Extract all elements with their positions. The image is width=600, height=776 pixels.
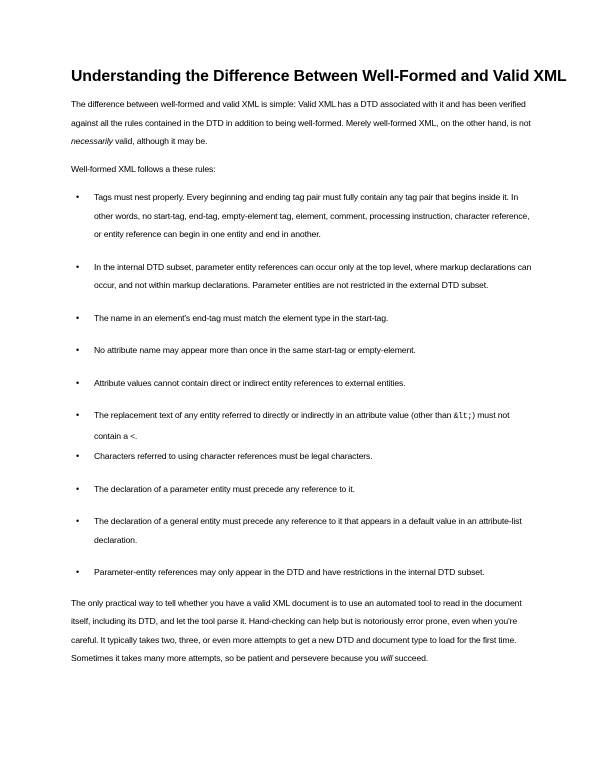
bullet-icon: • [76,345,80,355]
closing-emphasis: will [380,653,393,663]
list-item [71,374,533,393]
bullet-icon: • [76,516,80,526]
rules-list [71,188,533,582]
rule-text: No attribute name may appear more than once in the same start-tag or empty-element. [94,345,416,355]
bullet-icon: • [76,261,80,272]
list-item [71,480,533,499]
intro-emphasis: necessarily [71,136,113,146]
rule-text: Characters referred to using character references must be legal characters. [94,451,373,461]
rule-text: Parameter-entity references may only appear in the DTD and have restrictions in the internal DTD subset. [94,567,485,577]
bullet-icon: • [76,377,80,388]
rules-intro-paragraph: Well-formed XML follows a these rules: [71,163,216,174]
document-title: Understanding the Difference Between Well-Formed and Valid XML [71,68,567,85]
bullet-icon: • [76,312,80,323]
closing-paragraph [71,594,533,668]
intro-text-start: The difference between well-formed and valid XML is simple: Valid XML has a DTD associated with it and has been verified against all the rules contained in the DTD in addition to being well-formed. Merely well-formed XML, on the other hand, is not [71,99,531,128]
code-entity-lt: &lt; [453,412,473,421]
intro-paragraph [71,95,533,151]
rule-text: In the internal DTD subset, parameter entity references can occur only at the top level, where markup declarations can occur, and not within markup declarations. Parameter entities are not restricted in the external DTD subset. [94,261,532,290]
rule-text: Attribute values cannot contain direct or indirect entity references to external entities. [94,377,406,388]
closing-text-start: The only practical way to tell whether you have a valid XML document is to use an automated tool to read in the document itself, including its DTD, and let the tool parse it. Hand-checking can help but is notoriously error prone, even when you're careful. It typically takes two, three, or even more attempts to get a new DTD and document type to load for the first time. Sometimes it takes many more attempts, so be patient and persevere because you [71,597,522,663]
rule-text-middle: ) must not contain a [94,410,510,441]
rule-text: The declaration of a parameter entity must precede any reference to it. [94,483,355,494]
bullet-icon: • [76,410,80,420]
bullet-icon: • [76,451,80,461]
rule-text: The declaration of a general entity must precede any reference to it that appears in a default value in an attribute-list declaration. [94,516,522,545]
intro-text-end: valid, although it may be. [112,136,208,146]
rule-text: The name in an element's end-tag must match the element type in the start-tag. [94,312,389,323]
document-page [71,66,567,668]
bullet-icon: • [76,192,80,202]
closing-text-end: succeed. [392,653,429,663]
list-item [71,258,533,295]
rule-text-end: . [134,430,138,441]
bullet-icon: • [76,567,80,577]
list-item [71,341,533,360]
bullet-icon: • [76,483,80,494]
list-item [71,406,533,447]
list-item [71,188,533,244]
list-item [71,563,533,582]
list-item [71,447,533,466]
list-item [71,512,533,549]
code-lt-char: < [130,432,135,442]
rule-text: Tags must nest properly. Every beginning and ending tag pair must fully contain any tag pair that begins inside it. In other words, no start-tag, end-tag, empty-element tag, element, comment, processing instruction, character reference, or entity reference can begin in one entity and end in another. [94,192,530,239]
rule-text-start: The replacement text of any entity referred to directly or indirectly in an attribute value (other than [94,410,454,420]
list-item [71,309,533,328]
